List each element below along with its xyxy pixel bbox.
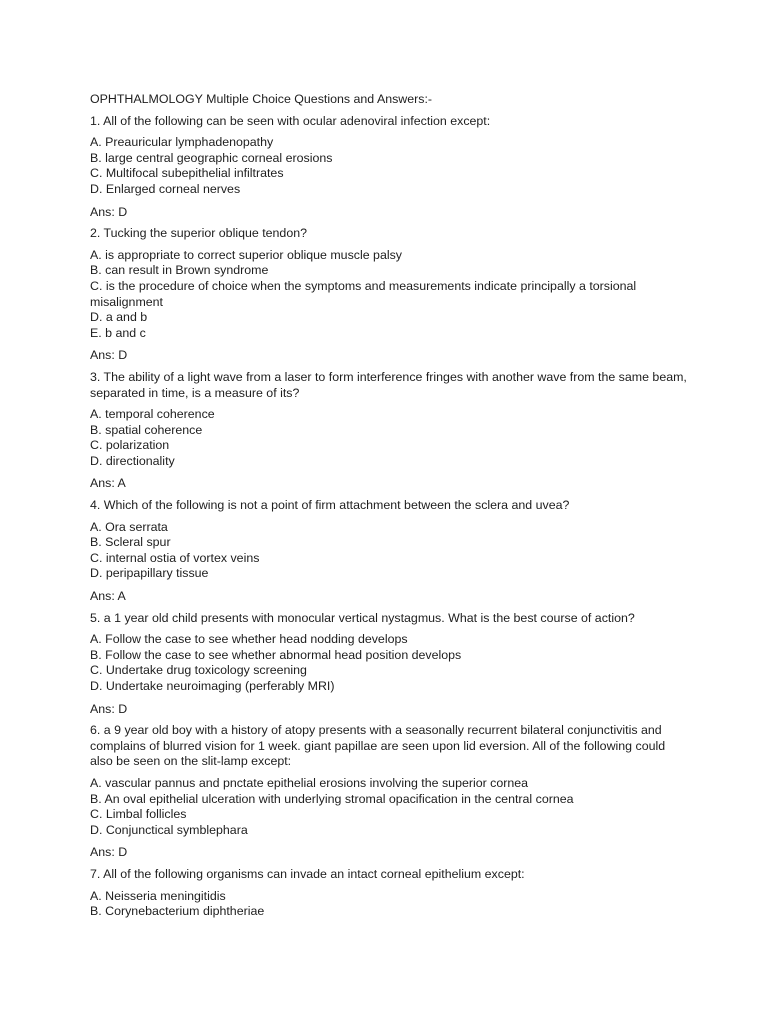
question-text: 3. The ability of a light wave from a laser to form interference fringes with another wave from the same beam, separated in time, is a measure of its? <box>90 369 687 400</box>
question-text: 1. All of the following can be seen with ocular adenoviral infection except: <box>90 113 491 128</box>
option-list <box>90 520 690 582</box>
question-block-3 <box>90 370 690 492</box>
option-list <box>90 776 690 838</box>
question-text: 2. Tucking the superior oblique tendon? <box>90 226 307 241</box>
answer-text: Ans: D <box>90 204 128 219</box>
option-item: A. Neisseria meningitidis <box>90 888 226 903</box>
question-block-4 <box>90 498 690 605</box>
question-block-7 <box>90 867 690 920</box>
question-block-5 <box>90 611 690 718</box>
option-list <box>90 407 690 469</box>
option-item: C. is the procedure of choice when the symptoms and measurements indicate principally a torsional misalignment <box>90 278 637 309</box>
option-item: A. vascular pannus and pnctate epithelial erosions involving the superior cornea <box>90 775 529 790</box>
option-item: B. spatial coherence <box>90 422 203 437</box>
option-item: A. Ora serrata <box>90 519 168 534</box>
option-list <box>90 632 690 694</box>
option-item: B. Corynebacterium diphtheriae <box>90 904 265 919</box>
option-item: C. polarization <box>90 438 170 453</box>
answer-text: Ans: D <box>90 348 128 363</box>
option-item: D. Enlarged corneal nerves <box>90 181 241 196</box>
document-title: OPHTHALMOLOGY Multiple Choice Questions and Answers:- <box>90 92 433 106</box>
option-item: C. Multifocal subepithelial infiltrates <box>90 166 284 181</box>
question-text: 4. Which of the following is not a point of firm attachment between the sclera and uvea? <box>90 498 570 513</box>
answer-text: Ans: D <box>90 701 128 716</box>
option-item: D. a and b <box>90 310 148 325</box>
question-block-2 <box>90 226 690 364</box>
option-item: D. Undertake neuroimaging (perferably MRI) <box>90 679 335 693</box>
option-item: A. Preauricular lymphadenopathy <box>90 135 274 150</box>
option-item: C. Undertake drug toxicology screening <box>90 663 307 678</box>
option-list <box>90 248 690 342</box>
answer-text: Ans: A <box>90 589 126 604</box>
question-text: 7. All of the following organisms can invade an intact corneal epithelium except: <box>90 866 525 881</box>
option-item: C. internal ostia of vortex veins <box>90 550 260 565</box>
question-text: 5. a 1 year old child presents with monocular vertical nystagmus. What is the best course of action? <box>90 610 635 625</box>
option-item: D. peripapillary tissue <box>90 566 209 581</box>
question-block-1 <box>90 114 690 221</box>
document-body <box>90 92 690 927</box>
option-item: B. can result in Brown syndrome <box>90 263 269 278</box>
option-list <box>90 135 690 197</box>
option-item: D. Conjunctical symblephara <box>90 822 248 837</box>
answer-text: Ans: A <box>90 476 126 491</box>
option-item: C. Limbal follicles <box>90 807 187 822</box>
option-item: A. is appropriate to correct superior oblique muscle palsy <box>90 247 402 262</box>
option-item: B. large central geographic corneal erosions <box>90 150 333 165</box>
question-block-6 <box>90 723 690 861</box>
question-text: 6. a 9 year old boy with a history of atopy presents with a seasonally recurrent bilateral conjunctivitis and complains of blurred vision for 1 week. giant papillae are seen upon lid eversion. All of the following could also be seen on the slit-lamp except: <box>90 723 666 769</box>
option-item: D. directionality <box>90 453 175 468</box>
option-item: A. Follow the case to see whether head nodding develops <box>90 632 408 647</box>
option-item: A. temporal coherence <box>90 407 215 422</box>
option-item: B. Follow the case to see whether abnormal head position develops <box>90 647 462 662</box>
option-item: B. Scleral spur <box>90 535 171 550</box>
answer-text: Ans: D <box>90 845 128 860</box>
option-item: E. b and c <box>90 325 146 340</box>
option-item: B. An oval epithelial ulceration with underlying stromal opacification in the central cornea <box>90 791 574 806</box>
option-list <box>90 889 690 920</box>
